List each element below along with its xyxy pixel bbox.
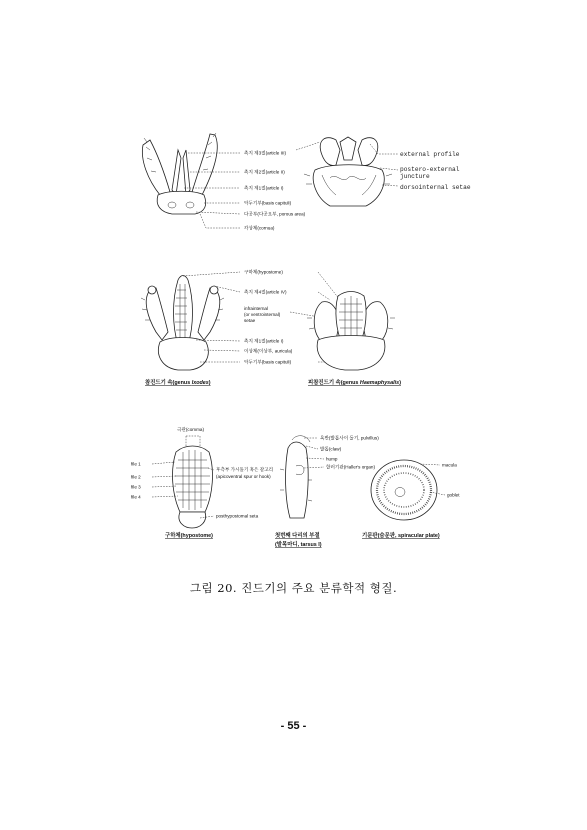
label-comma: 극관(comma)	[177, 427, 204, 432]
figure-caption: 그림 20. 진드기의 주요 분류학적 형질.	[189, 581, 398, 595]
label-apicoventral-spur-en: (apicoventral spur or hook)	[216, 474, 271, 479]
ixodes-ventral-capitulum-drawing	[141, 276, 224, 371]
label-ventrointernal: (or ventrointernal)	[244, 312, 281, 317]
label-hallers-organ: 할러기관(Haller's organ)	[326, 464, 376, 470]
label-file-2: file 2	[131, 474, 141, 480]
label-article-i-ventral: 촉지 제1절(article I)	[244, 338, 284, 344]
label-dorsointernal-setae: dorsointernal setae	[400, 184, 471, 191]
spiracular-plate-drawing	[371, 460, 437, 520]
label-basis-capituli-ventral: 악두기부(basis capituli)	[244, 359, 292, 365]
caption-haemaphysalis: 피참진드기 속(genus Haemaphysalis)	[308, 380, 401, 386]
ixodes-ventral-labels	[244, 269, 293, 366]
label-file-4: file 4	[131, 494, 141, 500]
label-posthypostomal-seta: posthypostomal seta	[216, 513, 259, 519]
label-file-3: file 3	[131, 484, 141, 490]
label-auricula: 이상체(이상부, auricula)	[244, 348, 293, 354]
label-file-1: file 1	[131, 461, 141, 467]
caption-tarsus-sub: (발목마디, tarsus I)	[275, 542, 322, 548]
label-porous-area: 다공부(다공요부, porous area)	[244, 211, 306, 217]
dorsal-profile-drawing	[304, 137, 392, 206]
tarsus-drawing	[280, 436, 312, 518]
label-claw: 발톱(claw)	[320, 446, 342, 452]
label-cornua: 각상체(cornua)	[244, 225, 275, 231]
label-hump: hump	[326, 456, 338, 462]
caption-tarsus: 첫번째 다리의 부절	[275, 533, 320, 539]
caption-spiracular-plate: 기문판(숨문판, spiracular plate)	[362, 533, 440, 539]
label-apicoventral-spur-ko: 후측부 가시돌기 혹은 갈고리	[216, 467, 274, 472]
page-number: - 55 -	[280, 720, 307, 732]
ixodes-dorsal-capitulum-drawing	[142, 133, 217, 214]
label-infrainternal: infrainternal	[244, 306, 269, 311]
haemaphysalis-ventral-drawing	[307, 292, 395, 371]
hypostome-drawing	[173, 446, 213, 528]
label-postero-external: postero-external	[400, 166, 460, 173]
label-juncture: juncture	[400, 173, 430, 180]
label-goblet: goblet	[447, 492, 460, 498]
label-hypostome: 구하체(hypostome)	[244, 269, 283, 275]
label-basis-capituli: 악두기부(basis capituli)	[244, 200, 292, 206]
label-article-ii: 촉지 제2절(article II)	[244, 169, 285, 175]
label-external-profile: external profile	[400, 151, 460, 158]
label-setae: setae	[244, 318, 256, 323]
label-pulvillus: 욕반(발톱사이 돌기, pulvillus)	[320, 435, 379, 441]
caption-hypostome: 구하체(hypostome)	[165, 533, 213, 539]
ixodes-dorsal-labels	[244, 150, 306, 232]
label-article-iii: 촉지 제3절(article III)	[244, 150, 287, 156]
caption-ixodes: 참진드기 속(genus Ixodes)	[145, 380, 211, 386]
label-article-iv: 촉지 제4절(article IV)	[244, 289, 287, 295]
label-article-i: 촉지 제1절(article I)	[244, 185, 284, 191]
dorsal-profile-labels	[400, 151, 471, 191]
label-macula: macula	[442, 462, 457, 468]
panel-b-captions	[145, 378, 401, 386]
